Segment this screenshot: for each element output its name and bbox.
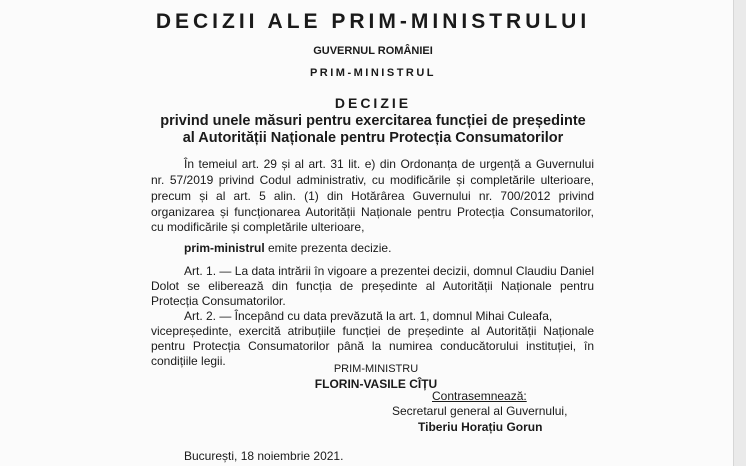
preamble-line: În temeiul art. 29 și al art. 31 lit. e) din Ordonanța de urgență a Guvernului (184, 157, 594, 171)
section-title: DECIZII ALE PRIM-MINISTRULUI (155, 10, 591, 33)
preamble-line: nr. 57/2019 privind Codul administrativ, cu modificările și completările ulterioare, (151, 173, 594, 187)
article-1-line: Dolot se eliberează din funcția de președinte al Autorității Naționale pentru (151, 279, 594, 293)
decision-title-line-2: al Autorității Naționale pentru Protecția Consumatorilor (182, 130, 564, 146)
countersign-role: Secretarul general al Guvernului, (392, 404, 568, 418)
decision-title-line-1: privind unele măsuri pentru exercitarea funcției de președinte (160, 113, 586, 129)
article-2-line: condițiile legii. (151, 354, 226, 368)
preamble-line: cu modificările și completările ulterioare, (151, 220, 365, 234)
government-name: GUVERNUL ROMÂNIEI (313, 45, 433, 57)
issuer-statement (184, 241, 391, 255)
article-2-line: vicepreședinte, exercită atribuțiile funcției de președinte al Autorității Naționale (151, 324, 594, 338)
decision-label: DECIZIE (334, 95, 412, 111)
preamble-line: precum și al art. 5 alin. (1) din Hotărârea Guvernului nr. 700/2012 privind (151, 189, 594, 203)
article-1-line: Art. 1. — La data intrării în vigoare a prezentei decizii, domnul Claudiu Daniel (184, 264, 594, 278)
countersign-label: Contrasemnează: (432, 389, 527, 403)
article-1-line: Protecția Consumatorilor. (151, 294, 286, 308)
preamble-line: organizarea și funcționarea Autorității Naționale pentru Protecția Consumatorilor, (151, 205, 594, 219)
place-date: București, 18 noiembrie 2021. (184, 449, 344, 463)
signature-role: PRIM-MINISTRU (333, 363, 419, 375)
article-2-line: pentru Protecția Consumatorilor până la numirea conducătorului instituției, în (151, 339, 594, 353)
countersign-name: Tiberiu Horațiu Gorun (418, 420, 543, 434)
article-2-line: Art. 2. — Începând cu data prevăzută la art. 1, domnul Mihai Culeafa, (184, 309, 553, 323)
issuer-bold: prim-ministrul (184, 241, 265, 255)
issuer-heading: PRIM-MINISTRUL (309, 67, 437, 79)
issuer-rest: emite prezenta decizie. (264, 241, 392, 255)
signature-name: FLORIN-VASILE CÎȚU (314, 377, 438, 391)
